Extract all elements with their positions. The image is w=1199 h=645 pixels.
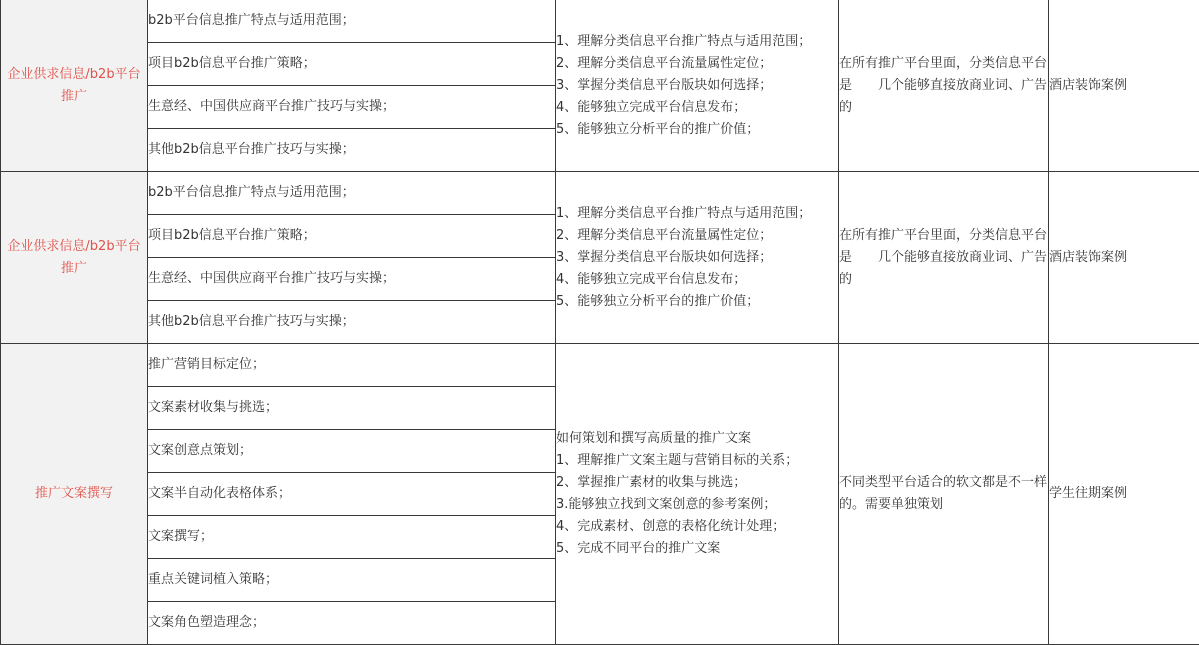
table-row (1, 0, 1199, 43)
topic-cell: 生意经、中国供应商平台推广技巧与实操； (148, 86, 556, 129)
topic-cell: 生意经、中国供应商平台推广技巧与实操； (148, 258, 556, 301)
case-cell: 酒店装饰案例 (1049, 0, 1199, 172)
topic-cell: 文案半自动化表格体系； (148, 473, 556, 516)
goal-line: 4、完成素材、创意的表格化统计处理； (556, 519, 786, 534)
topic-cell: 文案素材收集与挑选； (148, 387, 556, 430)
topic-cell: 推广营销目标定位； (148, 344, 556, 387)
goal-line: 4、能够独立完成平台信息发布； (556, 99, 747, 115)
topic-cell: b2b平台信息推广特点与适用范围； (148, 172, 556, 215)
goal-line: 1、理解分类信息平台推广特点与适用范围； (556, 33, 812, 49)
goal-line: 2、理解分类信息平台流量属性定位； (556, 227, 773, 243)
goal-line: 1、理解推广文案主题与营销目标的关系； (556, 453, 799, 468)
note-cell: 在所有推广平台里面，分类信息平台是 几个能够直接放商业词、广告的 (839, 0, 1049, 172)
topic-cell: 文案撰写； (148, 516, 556, 559)
category-cell: 企业供求信息/b2b平台推广 (1, 172, 148, 344)
note-cell: 在所有推广平台里面，分类信息平台是 几个能够直接放商业词、广告的 (839, 172, 1049, 344)
goals-cell (556, 172, 839, 344)
case-cell: 酒店装饰案例 (1049, 172, 1199, 344)
note-cell: 不同类型平台适合的软文都是不一样的。需要单独策划 (839, 344, 1049, 645)
case-cell: 学生往期案例 (1049, 344, 1199, 645)
topic-cell: 文案角色塑造理念； (148, 602, 556, 645)
goal-line: 3、掌握分类信息平台版块如何选择； (556, 249, 773, 265)
goal-line: 2、掌握推广素材的收集与挑选； (556, 475, 747, 490)
topic-cell: 其他b2b信息平台推广技巧与实操； (148, 129, 556, 172)
topic-cell: 文案创意点策划； (148, 430, 556, 473)
goal-line: 3.能够独立找到文案创意的参考案例； (556, 497, 777, 512)
goal-line: 2、理解分类信息平台流量属性定位； (556, 55, 773, 71)
topic-cell: 项目b2b信息平台推广策略； (148, 43, 556, 86)
category-cell: 企业供求信息/b2b平台推广 (1, 0, 148, 172)
goal-line: 4、能够独立完成平台信息发布； (556, 271, 747, 287)
topic-cell: 重点关键词植入策略； (148, 559, 556, 602)
table-row (1, 344, 1199, 387)
goals-cell (556, 0, 839, 172)
category-cell: 推广文案撰写 (1, 344, 148, 645)
goal-line: 5、完成不同平台的推广文案 (556, 541, 721, 556)
goal-line: 3、掌握分类信息平台版块如何选择； (556, 77, 773, 93)
topic-cell: 项目b2b信息平台推广策略； (148, 215, 556, 258)
table-row (1, 172, 1199, 215)
goal-line: 1、理解分类信息平台推广特点与适用范围； (556, 205, 812, 221)
goals-cell (556, 344, 839, 645)
topic-cell: b2b平台信息推广特点与适用范围； (148, 0, 556, 43)
goal-line: 5、能够独立分析平台的推广价值； (556, 121, 760, 137)
topic-cell: 其他b2b信息平台推广技巧与实操； (148, 301, 556, 344)
goal-line: 5、能够独立分析平台的推广价值； (556, 293, 760, 309)
goal-line: 如何策划和撰写高质量的推广文案 (556, 431, 752, 446)
